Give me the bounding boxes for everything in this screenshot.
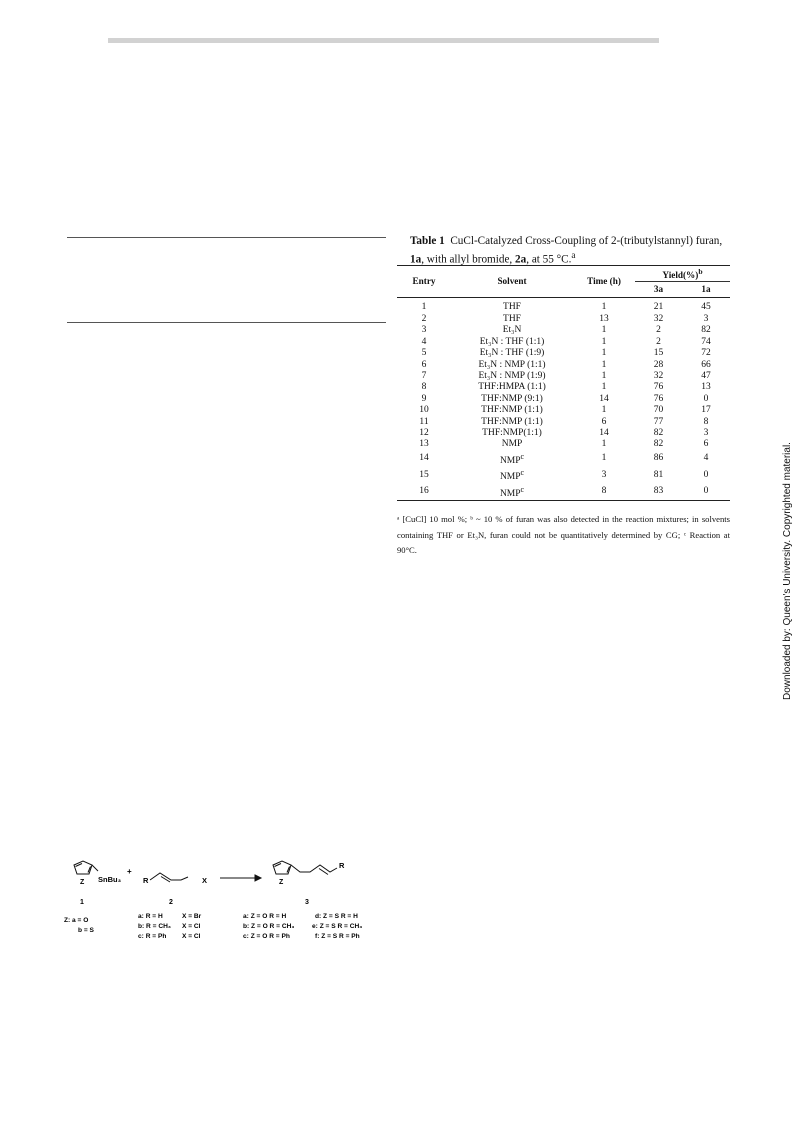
cell-solvent bbox=[451, 467, 573, 484]
cell-time bbox=[573, 382, 635, 393]
cell-time-text: 1 bbox=[601, 439, 607, 450]
cell-yield-1a-text: 45 bbox=[701, 302, 711, 313]
header-yield-sup: b bbox=[698, 267, 703, 276]
cell-time bbox=[573, 467, 635, 484]
compound-3-number: 3 bbox=[305, 899, 309, 906]
cell-yield-1a bbox=[682, 337, 730, 348]
cell-yield-1a-text: 66 bbox=[701, 359, 711, 370]
cell-time bbox=[573, 348, 635, 359]
legend-3b: b: Z = O R = CH₃ bbox=[243, 923, 295, 930]
cell-solvent bbox=[451, 428, 573, 439]
cell-yield-1a bbox=[682, 302, 730, 313]
cell-yield-1a bbox=[682, 371, 730, 382]
cell-yield-3a bbox=[635, 467, 682, 484]
allyl-x-label: X bbox=[202, 876, 208, 885]
cell-yield-1a-text: 72 bbox=[701, 348, 711, 359]
header-solvent: Solvent bbox=[497, 276, 527, 287]
cell-yield-3a bbox=[635, 405, 682, 416]
cell-yield-3a bbox=[635, 382, 682, 393]
cell-solvent-text: NMP bbox=[499, 455, 521, 466]
solvent-footnote-mark: c bbox=[520, 451, 525, 461]
legend-2b: b: R = CH₃ bbox=[138, 923, 171, 930]
cell-solvent-text: Et₃N : THF (1:9) bbox=[479, 348, 545, 359]
cell-entry-text: 7 bbox=[421, 370, 427, 381]
cell-solvent-text: THF:HMPA (1:1) bbox=[478, 382, 546, 393]
cell-solvent bbox=[451, 394, 573, 405]
cell-yield-3a-text: 21 bbox=[653, 302, 664, 313]
cell-yield-3a-text: 76 bbox=[653, 393, 664, 404]
cell-solvent-text: NMP bbox=[499, 489, 521, 500]
cell-solvent bbox=[451, 484, 573, 501]
product-r-label: R bbox=[339, 861, 345, 870]
cell-entry-text: 3 bbox=[421, 325, 427, 336]
cell-entry bbox=[397, 467, 451, 484]
table-row bbox=[397, 428, 730, 439]
yield-table bbox=[397, 265, 730, 501]
cell-yield-3a bbox=[635, 337, 682, 348]
cell-entry-text: 1 bbox=[421, 302, 427, 313]
cell-entry bbox=[397, 394, 451, 405]
table-row bbox=[397, 302, 730, 313]
cell-solvent bbox=[451, 417, 573, 428]
cell-yield-1a bbox=[682, 484, 730, 501]
cell-yield-1a bbox=[682, 360, 730, 371]
reaction-scheme bbox=[60, 855, 390, 955]
legend-1a: Z: a = O bbox=[64, 917, 89, 924]
cell-time bbox=[573, 325, 635, 336]
cell-yield-1a bbox=[682, 394, 730, 405]
cell-yield-3a bbox=[635, 428, 682, 439]
cell-yield-1a bbox=[682, 348, 730, 359]
cell-time bbox=[573, 371, 635, 382]
table-row bbox=[397, 325, 730, 336]
cell-solvent bbox=[451, 451, 573, 468]
table-row bbox=[397, 337, 730, 348]
table-row bbox=[397, 439, 730, 450]
cell-yield-1a-text: 0 bbox=[703, 469, 709, 480]
snbu3-label: SnBu₃ bbox=[98, 875, 122, 884]
cell-entry-text: 8 bbox=[421, 382, 427, 393]
cell-entry-text: 9 bbox=[421, 393, 427, 404]
cell-solvent-text: Et₃N : NMP (1:9) bbox=[478, 370, 546, 381]
cell-entry-text: 6 bbox=[421, 359, 427, 370]
legend-3c: c: Z = O R = Ph bbox=[243, 933, 290, 940]
cell-entry-text: 2 bbox=[421, 313, 427, 324]
cell-yield-1a-text: 13 bbox=[701, 382, 711, 393]
cell-yield-3a bbox=[635, 439, 682, 450]
cell-yield-3a-text: 32 bbox=[653, 313, 664, 324]
caption-text-2: , with allyl bromide, bbox=[421, 253, 516, 266]
caption-text-1: CuCl-Catalyzed Cross-Coupling of 2-(tributylstannyl) furan, bbox=[450, 235, 723, 247]
cell-solvent-text: Et₃N bbox=[502, 325, 522, 336]
product-z-label: Z bbox=[279, 879, 284, 886]
cell-time bbox=[573, 405, 635, 416]
legend-2a: a: R = H bbox=[138, 913, 163, 920]
cell-yield-3a bbox=[635, 371, 682, 382]
cell-yield-1a-text: 3 bbox=[703, 427, 709, 438]
legend-1b: b = S bbox=[78, 927, 94, 934]
cell-yield-3a bbox=[635, 314, 682, 325]
cell-yield-3a-text: 86 bbox=[653, 453, 664, 464]
cell-yield-1a bbox=[682, 325, 730, 336]
cell-yield-3a-text: 81 bbox=[653, 469, 664, 480]
cell-solvent-text: THF bbox=[503, 313, 521, 324]
table-number: Table 1 bbox=[410, 235, 445, 247]
header-rule bbox=[108, 38, 659, 43]
legend-3a: a: Z = O R = H bbox=[243, 913, 287, 920]
allyl-chain bbox=[150, 873, 188, 882]
compound-1-number: 1 bbox=[80, 899, 84, 906]
cell-time bbox=[573, 337, 635, 348]
cell-entry bbox=[397, 484, 451, 501]
table-row bbox=[397, 484, 730, 501]
table-row bbox=[397, 467, 730, 484]
cell-time-text: 1 bbox=[601, 382, 607, 393]
header-time: Time (h) bbox=[587, 276, 621, 287]
table-row bbox=[397, 394, 730, 405]
cell-yield-3a-text: 76 bbox=[653, 382, 664, 393]
cell-yield-1a bbox=[682, 417, 730, 428]
cell-yield-3a-text: 82 bbox=[653, 427, 664, 438]
cell-time-text: 6 bbox=[601, 416, 607, 427]
cell-solvent bbox=[451, 337, 573, 348]
cell-yield-1a-text: 6 bbox=[703, 439, 709, 450]
cell-yield-3a-text: 2 bbox=[656, 325, 661, 336]
legend-3e: e: Z = S R = CH₃ bbox=[312, 923, 363, 930]
cell-entry-text: 12 bbox=[419, 427, 429, 438]
table-row bbox=[397, 451, 730, 468]
cell-yield-3a bbox=[635, 360, 682, 371]
cell-solvent-text: Et₃N : THF (1:1) bbox=[479, 336, 545, 347]
cell-entry bbox=[397, 348, 451, 359]
header-entry: Entry bbox=[412, 276, 436, 287]
furan-ring-reactant bbox=[74, 861, 98, 874]
cell-time bbox=[573, 417, 635, 428]
table-row bbox=[397, 371, 730, 382]
cell-yield-1a-text: 17 bbox=[701, 405, 711, 416]
cell-solvent bbox=[451, 314, 573, 325]
table-row bbox=[397, 348, 730, 359]
cell-time bbox=[573, 314, 635, 325]
solvent-footnote-mark: c bbox=[520, 484, 525, 494]
legend-2c-x: X = Cl bbox=[182, 933, 201, 940]
table-body bbox=[397, 298, 730, 501]
header-yield-label: Yield(%) bbox=[662, 270, 699, 281]
cell-yield-3a-text: 70 bbox=[653, 405, 664, 416]
cell-yield-1a bbox=[682, 439, 730, 450]
cell-yield-1a-text: 82 bbox=[701, 325, 711, 336]
cell-time-text: 1 bbox=[601, 348, 607, 359]
cell-entry bbox=[397, 302, 451, 313]
legend-2a-x: X = Br bbox=[182, 913, 202, 920]
cell-time-text: 8 bbox=[601, 486, 607, 497]
cell-yield-3a bbox=[635, 484, 682, 501]
cell-entry-text: 16 bbox=[419, 486, 429, 497]
cell-entry-text: 15 bbox=[419, 469, 429, 480]
cell-solvent-text: THF:NMP(1:1) bbox=[482, 427, 542, 438]
cell-entry bbox=[397, 382, 451, 393]
download-notice bbox=[780, 426, 793, 700]
legend-3d: d: Z = S R = H bbox=[315, 913, 358, 920]
cell-solvent bbox=[451, 371, 573, 382]
cell-yield-3a bbox=[635, 451, 682, 468]
caption-sup: a bbox=[571, 251, 576, 261]
cell-yield-1a bbox=[682, 428, 730, 439]
cell-entry bbox=[397, 439, 451, 450]
caption-bold-1: 1a bbox=[410, 253, 422, 266]
reaction-arrow bbox=[220, 875, 261, 881]
cell-time-text: 3 bbox=[601, 469, 607, 480]
legend-2c: c: R = Ph bbox=[138, 933, 167, 940]
download-notice-text: Downloaded by: Queen's University. Copyrighted material. bbox=[782, 442, 793, 700]
table-caption bbox=[410, 234, 730, 268]
table-row bbox=[397, 360, 730, 371]
cell-entry bbox=[397, 314, 451, 325]
cell-yield-3a-text: 32 bbox=[653, 370, 664, 381]
cell-time bbox=[573, 360, 635, 371]
cell-yield-1a-text: 0 bbox=[703, 486, 709, 497]
cell-entry bbox=[397, 325, 451, 336]
cell-time-text: 1 bbox=[601, 359, 607, 370]
cell-time bbox=[573, 394, 635, 405]
cell-yield-3a bbox=[635, 417, 682, 428]
reactant-z-label: Z bbox=[80, 879, 85, 886]
cell-time-text: 13 bbox=[599, 313, 609, 324]
cell-entry-text: 10 bbox=[419, 405, 429, 416]
cell-yield-1a bbox=[682, 451, 730, 468]
cell-time bbox=[573, 451, 635, 468]
table-row bbox=[397, 405, 730, 416]
cell-yield-1a bbox=[682, 467, 730, 484]
cell-yield-3a bbox=[635, 302, 682, 313]
caption-bold-2: 2a bbox=[515, 253, 527, 266]
cell-entry bbox=[397, 371, 451, 382]
cell-entry-text: 5 bbox=[421, 348, 427, 359]
cell-entry-text: 4 bbox=[421, 336, 427, 347]
cell-entry-text: 13 bbox=[419, 439, 429, 450]
table-row bbox=[397, 314, 730, 325]
cell-yield-3a-text: 2 bbox=[656, 336, 661, 347]
solvent-footnote-mark: c bbox=[520, 468, 525, 478]
cell-time-text: 1 bbox=[601, 302, 607, 313]
cell-yield-1a bbox=[682, 314, 730, 325]
cell-solvent bbox=[451, 302, 573, 313]
cell-yield-3a bbox=[635, 348, 682, 359]
cell-solvent-text: Et₃N : NMP (1:1) bbox=[478, 359, 546, 370]
cell-solvent bbox=[451, 325, 573, 336]
cell-yield-1a-text: 47 bbox=[701, 370, 711, 381]
cell-yield-1a bbox=[682, 382, 730, 393]
cell-time-text: 1 bbox=[601, 370, 607, 381]
cell-yield-3a bbox=[635, 325, 682, 336]
cell-entry bbox=[397, 405, 451, 416]
cell-solvent-text: THF:NMP (1:1) bbox=[481, 405, 543, 416]
cell-entry bbox=[397, 428, 451, 439]
left-column-rule-bottom bbox=[67, 322, 386, 323]
cell-yield-3a-text: 28 bbox=[653, 359, 664, 370]
cell-solvent-text: NMP bbox=[499, 472, 521, 483]
header-1a: 1a bbox=[701, 284, 711, 295]
cell-solvent bbox=[451, 360, 573, 371]
cell-yield-3a-text: 83 bbox=[653, 486, 664, 497]
cell-yield-3a-text: 77 bbox=[653, 416, 664, 427]
cell-entry-text: 11 bbox=[419, 416, 429, 427]
cell-solvent bbox=[451, 348, 573, 359]
cell-time bbox=[573, 484, 635, 501]
cell-entry-text: 14 bbox=[419, 453, 429, 464]
cell-yield-1a-text: 8 bbox=[703, 416, 709, 427]
cell-time-text: 1 bbox=[601, 325, 607, 336]
cell-yield-1a-text: 74 bbox=[701, 336, 711, 347]
cell-yield-3a bbox=[635, 394, 682, 405]
legend-2b-x: X = Cl bbox=[182, 923, 201, 930]
cell-time-text: 1 bbox=[601, 453, 607, 464]
cell-entry bbox=[397, 337, 451, 348]
cell-yield-3a-text: 82 bbox=[653, 439, 664, 450]
cell-entry bbox=[397, 417, 451, 428]
allyl-r-label: R bbox=[143, 876, 149, 885]
plus-sign: + bbox=[127, 867, 132, 876]
table-row bbox=[397, 382, 730, 393]
cell-solvent bbox=[451, 382, 573, 393]
cell-solvent-text: THF bbox=[503, 302, 521, 313]
cell-entry bbox=[397, 451, 451, 468]
furan-ring-product bbox=[273, 861, 337, 875]
left-column-rule-top bbox=[67, 237, 386, 238]
cell-solvent-text: THF:NMP (9:1) bbox=[481, 393, 543, 404]
cell-time-text: 1 bbox=[601, 405, 607, 416]
cell-time-text: 1 bbox=[601, 336, 607, 347]
compound-2-number: 2 bbox=[169, 899, 173, 906]
header-3a: 3a bbox=[653, 284, 664, 295]
cell-solvent bbox=[451, 439, 573, 450]
legend-3f: f: Z = S R = Ph bbox=[315, 933, 360, 940]
cell-yield-1a-text: 0 bbox=[703, 393, 709, 404]
cell-yield-1a-text: 4 bbox=[703, 453, 709, 464]
cell-time-text: 14 bbox=[599, 427, 609, 438]
cell-yield-3a-text: 15 bbox=[653, 348, 664, 359]
cell-time bbox=[573, 428, 635, 439]
cell-entry bbox=[397, 360, 451, 371]
table-row bbox=[397, 417, 730, 428]
header-yield bbox=[635, 266, 730, 282]
cell-yield-1a bbox=[682, 405, 730, 416]
caption-text-3: , at 55 °C. bbox=[526, 253, 572, 266]
cell-time-text: 14 bbox=[599, 393, 609, 404]
cell-yield-1a-text: 3 bbox=[703, 313, 709, 324]
cell-time bbox=[573, 439, 635, 450]
cell-time bbox=[573, 302, 635, 313]
table-footnote: ᵃ [CuCl] 10 mol %; ᵇ ~ 10 % of furan was also detected in the reaction mixtures; in solvents containing THF or Et₃N, furan could not be quantitatively determined by CG; ᶜ Reaction at 90°C. bbox=[397, 514, 730, 555]
cell-solvent bbox=[451, 405, 573, 416]
cell-solvent-text: THF:NMP (1:1) bbox=[481, 416, 543, 427]
cell-solvent-text: NMP bbox=[501, 439, 523, 450]
